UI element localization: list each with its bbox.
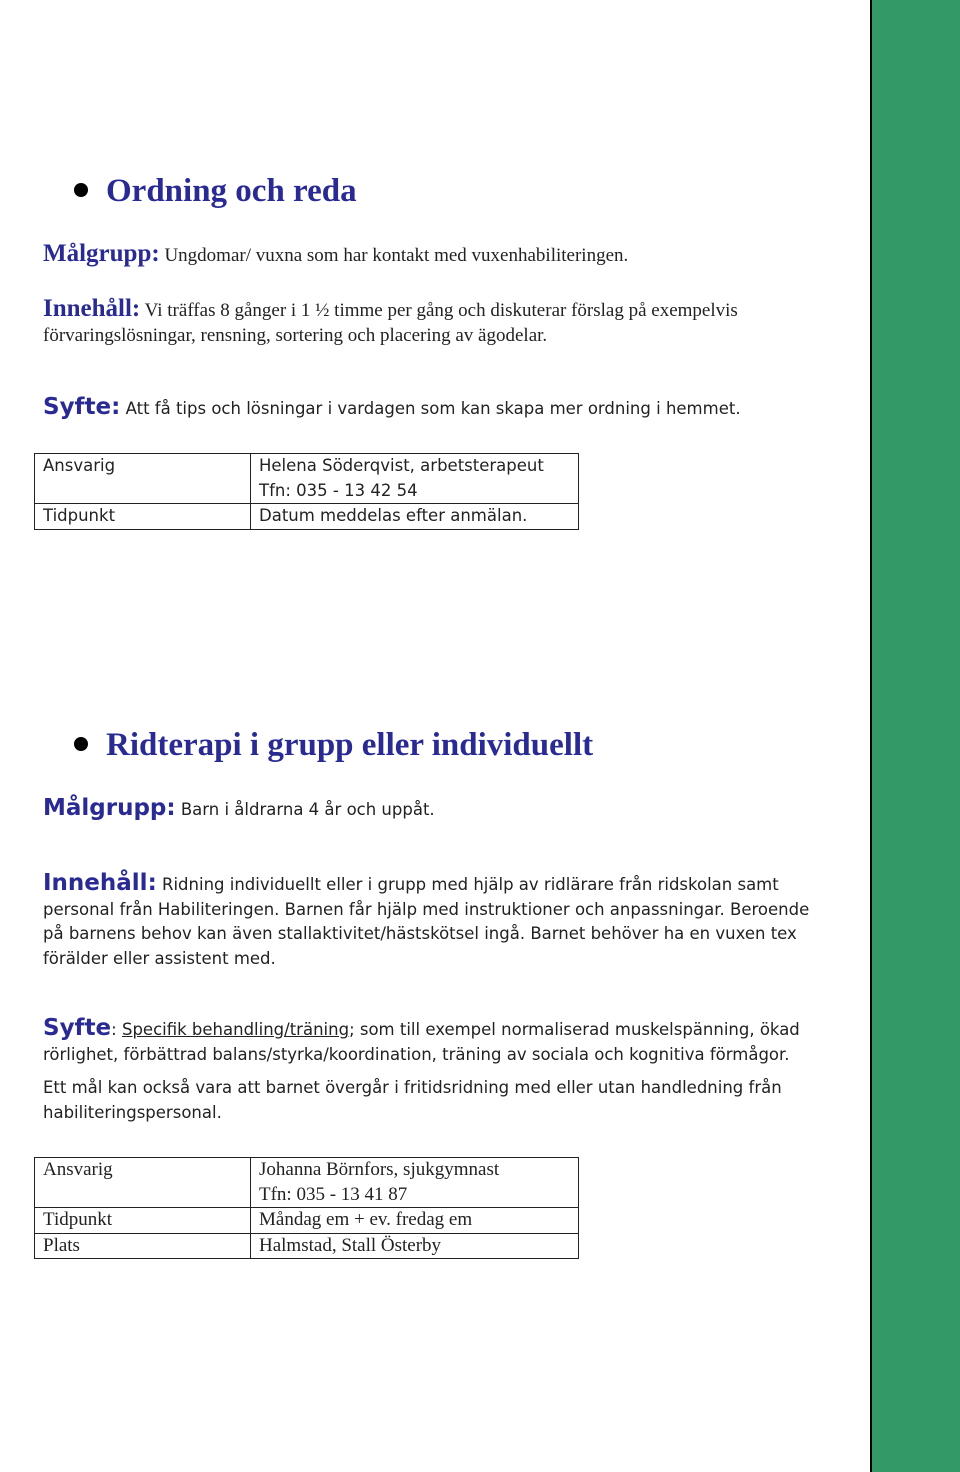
malgrupp-label: Målgrupp: — [43, 240, 160, 267]
tidpunkt-value: Måndag em + ev. fredag em — [251, 1208, 579, 1234]
syfte-paragraph — [43, 395, 833, 422]
ansvarig-label: Ansvarig — [35, 454, 251, 504]
heading-text: Ridterapi i grupp eller individuellt — [106, 727, 594, 763]
syfte-text: Att få tips och lösningar i vardagen som kan skapa mer ordning i hemmet. — [120, 399, 741, 418]
heading-text: Ordning och reda — [106, 173, 357, 209]
syfte-underlined: Specifik behandling/träning — [121, 1020, 350, 1039]
innehall-text: Vi träffas 8 gånger i 1 ½ timme per gång och diskuterar förslag på exempelvis förvaringslösningar, rensning, sortering och placering av ägodelar. — [43, 300, 738, 346]
phone-number: Tfn: 035 - 13 42 54 — [259, 480, 418, 500]
innehall-label: Innehåll: — [43, 870, 157, 896]
bullet-icon — [74, 737, 88, 751]
malgrupp-paragraph — [43, 796, 833, 823]
tidpunkt-value: Datum meddelas efter anmälan. — [251, 504, 579, 530]
innehall-label: Innehåll: — [43, 295, 141, 322]
syfte-text: ; som till exempel normaliserad muskelspänning, ökad rörlighet, förbättrad balans/styrka/koordination, träning av sociala och kognitiva förmågor. — [43, 1020, 800, 1064]
innehall-paragraph — [43, 871, 833, 971]
syfte-label: Syfte — [43, 1015, 112, 1041]
tidpunkt-label: Tidpunkt — [35, 1208, 251, 1234]
ansvarig-value: Johanna Börnfors, sjukgymnast — [259, 1159, 500, 1180]
ansvarig-value-cell — [251, 1158, 579, 1208]
syfte-colon: : — [111, 1020, 122, 1039]
green-sidebar — [870, 0, 960, 1472]
ansvarig-label: Ansvarig — [35, 1158, 251, 1208]
bullet-icon — [74, 183, 88, 197]
syfte-label: Syfte: — [43, 394, 121, 420]
ansvarig-value: Helena Söderqvist, arbetsterapeut — [259, 456, 544, 475]
section-heading-ridterapi — [74, 727, 593, 764]
malgrupp-paragraph — [43, 242, 833, 269]
table-row — [35, 1208, 579, 1234]
plats-label: Plats — [35, 1233, 251, 1259]
syfte-paragraph — [43, 1016, 833, 1067]
plats-value: Halmstad, Stall Österby — [251, 1233, 579, 1259]
innehall-paragraph — [43, 297, 833, 348]
malgrupp-label: Målgrupp: — [43, 795, 176, 821]
tidpunkt-label: Tidpunkt — [35, 504, 251, 530]
info-table-ridterapi — [34, 1157, 579, 1259]
malgrupp-text: Ungdomar/ vuxna som har kontakt med vuxenhabiliteringen. — [159, 245, 629, 266]
table-row — [35, 504, 579, 530]
phone-number: Tfn: 035 - 13 41 87 — [259, 1183, 408, 1205]
innehall-text: Ridning individuellt eller i grupp med hjälp av ridlärare från ridskolan samt personal från Habiliteringen. Barnen får hjälp med instruktioner och anpassningar. Beroende på barnens behov kan även stallaktivitet/hästskötsel ingå. Barnet behöver ha en vuxen tex förälder eller assistent med. — [43, 875, 810, 968]
info-table-ordning — [34, 453, 579, 530]
table-row — [35, 454, 579, 504]
extra-paragraph: Ett mål kan också vara att barnet övergår i fritidsridning med eller utan handledning från habiliteringspersonal. — [43, 1078, 782, 1122]
table-row — [35, 1158, 579, 1208]
section-heading-ordning — [74, 173, 357, 210]
ansvarig-value-cell — [251, 454, 579, 504]
malgrupp-text: Barn i åldrarna 4 år och uppåt. — [175, 800, 435, 819]
table-row — [35, 1233, 579, 1259]
